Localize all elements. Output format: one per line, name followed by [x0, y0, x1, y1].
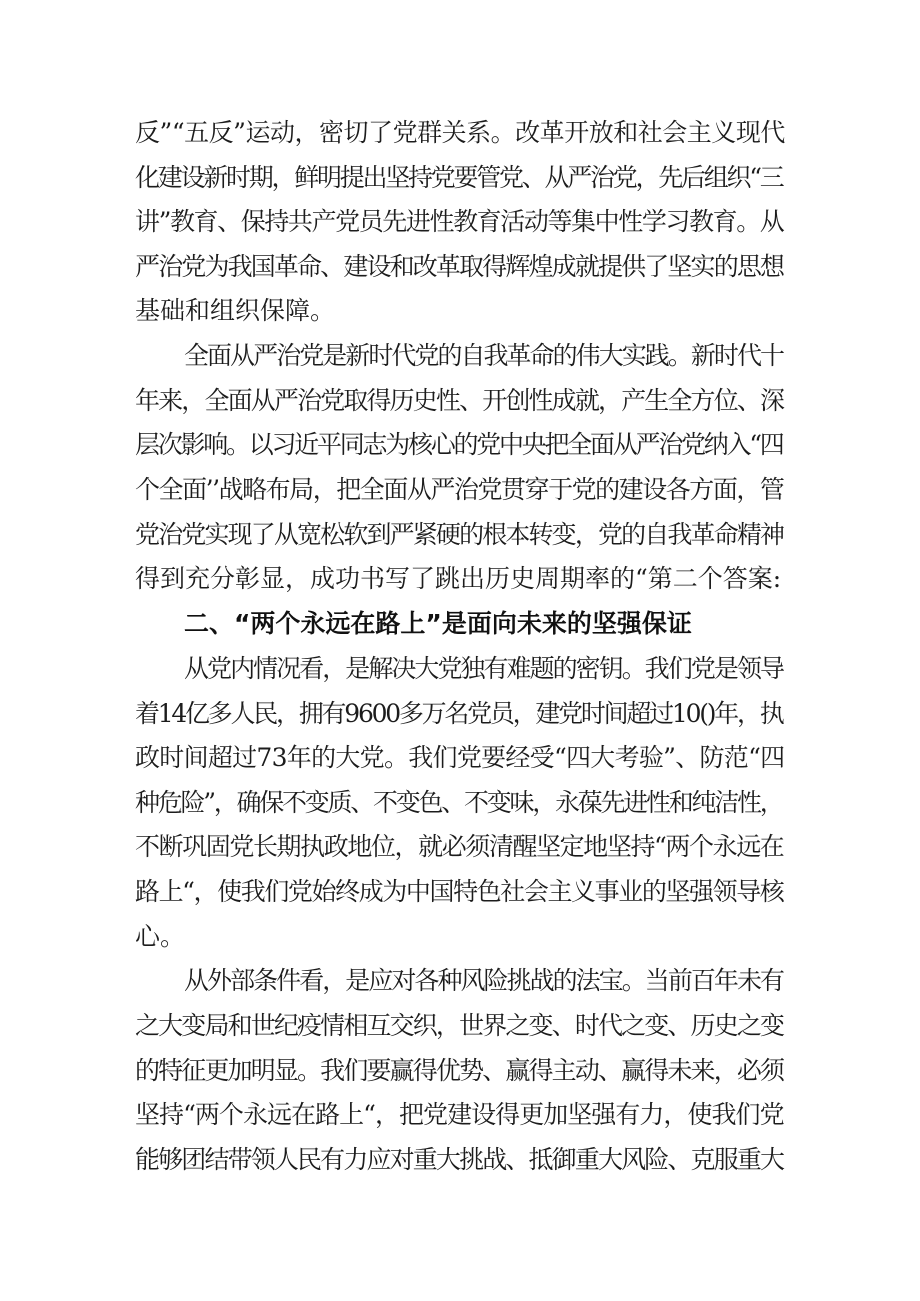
paragraph-1-line-1: 反”“五反”运动，密切了党群关系。改革开放和社会主义现代 [135, 118, 785, 147]
paragraph-1-line-5: 基础和组织保障。 [135, 296, 336, 325]
paragraph-1-line-4: 严治党为我国革命、建设和改革取得辉煌成就提供了坚实的思想 [135, 252, 784, 281]
paragraph-2-line-4: 个全面’’战略布局，把全面从严治党贯穿于党的建设各方面，管 [135, 475, 784, 504]
paragraph-2-line-1: 全面从严治党是新时代党的自我革命的伟大实践。新时代十 [184, 341, 784, 370]
paragraph-3-line-6: 路上“，使我们党始终成为中国特色社会主义事业的坚强领导核 [135, 877, 784, 906]
paragraph-2-line-5: 党治党实现了从宽松软到严紧硬的根本转变，党的自我革命精神 [135, 520, 784, 549]
paragraph-3-line-1: 从党内情况看，是解决大党独有难题的密钥。我们党是领导 [184, 654, 784, 683]
paragraph-2-line-6: 得到充分彰显，成功书写了跳出历史周期率的“第二个答案: [135, 564, 782, 593]
paragraph-2-line-2: 年来，全面从严治党取得历史性、开创性成就，产生全方位、深 [135, 386, 784, 415]
paragraph-4-line-3: 的特征更加明显。我们要赢得优势、赢得主动、赢得未来，必须 [135, 1056, 784, 1085]
section-heading: 二、“两个永远在路上”是面向未来的坚强保证 [184, 609, 692, 638]
paragraph-4-line-4: 坚持“两个永远在路上“，把党建设得更加坚强有力，使我们党 [135, 1100, 784, 1129]
paragraph-1-line-3: 讲”教育、保持共产党员先进性教育活动等集中性学习教育。从 [135, 207, 784, 236]
paragraph-3-line-2: 着14亿多人民，拥有9600多万名党员，建党时间超过10()年，执 [135, 699, 783, 728]
paragraph-4-line-1: 从外部条件看，是应对各种风险挑战的法宝。当前百年未有 [184, 966, 784, 995]
paragraph-3-line-7: 心。 [135, 922, 186, 951]
paragraph-3-line-4: 种危险”，确保不变质、不变色、不变味，永葆先进性和纯洁性， [135, 788, 783, 817]
paragraph-1-line-2: 化建设新时期，鲜明提出坚持党要管党、从严治党，先后组织“三 [135, 163, 783, 192]
paragraph-4-line-2: 之大变局和世纪疫情相互交织，世界之变、时代之变、历史之变 [135, 1011, 784, 1040]
paragraph-4-line-5: 能够团结带领人民有力应对重大挑战、抵御重大风险、克服重大 [135, 1145, 784, 1174]
paragraph-3-line-5: 不断巩固党长期执政地位，就必须清醒坚定地坚持“两个永远在 [135, 832, 784, 861]
paragraph-2-line-3: 层次影响。以习近平同志为核心的党中央把全面从严治党纳入“四 [135, 430, 783, 459]
paragraph-3-line-3: 政时间超过73年的大党。我们党要经受“四大考验”、防范“四 [135, 743, 785, 772]
